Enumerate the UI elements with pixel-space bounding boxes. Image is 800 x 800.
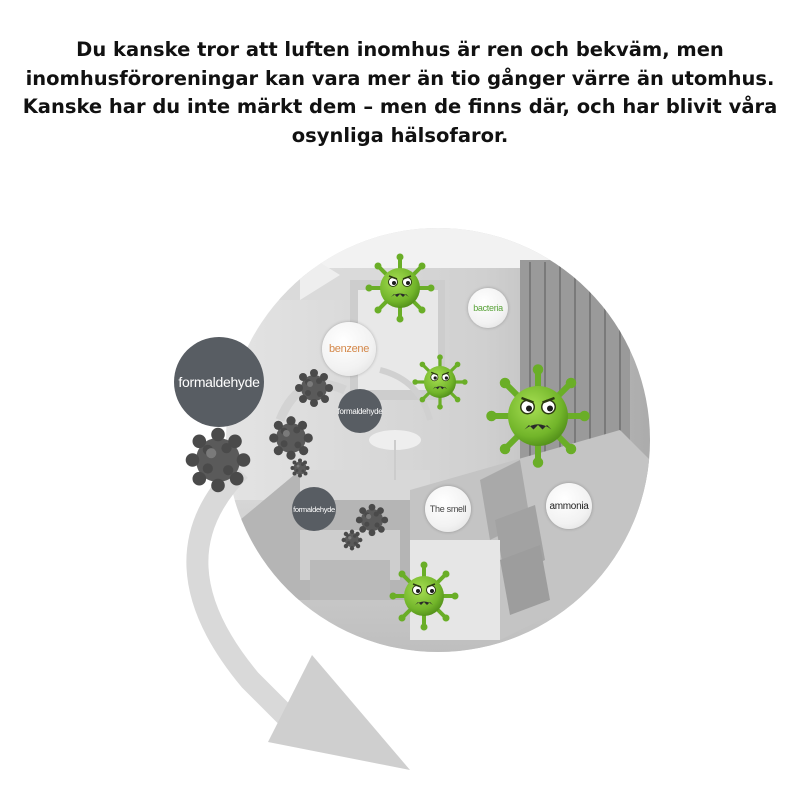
virus-icon — [390, 562, 459, 631]
virus-icon — [412, 354, 467, 409]
bacteria-badge: bacteria — [468, 288, 508, 328]
ammonia-badge: ammonia — [546, 483, 592, 529]
arrow-icon — [268, 655, 410, 770]
headline-line-1: Du kanske tror att luften inomhus är ren och bekväm, men inomhusföroreningar kan vara mer än tio gånger värre än utomhus. — [25, 38, 775, 90]
formaldehyde-badge-small: formaldehyde — [292, 487, 336, 531]
formaldehyde-badge-large: formaldehyde — [174, 337, 264, 427]
virus-icon — [366, 254, 435, 323]
formaldehyde-badge-medium: formaldehyde — [338, 389, 382, 433]
virus-icon — [486, 364, 590, 468]
benzene-badge: benzene — [322, 322, 376, 376]
headline-line-2: Kanske har du inte märkt dem – men de finns där, och har blivit våra osynliga hälsofaror. — [22, 95, 778, 147]
smell-badge: The smell — [425, 486, 471, 532]
